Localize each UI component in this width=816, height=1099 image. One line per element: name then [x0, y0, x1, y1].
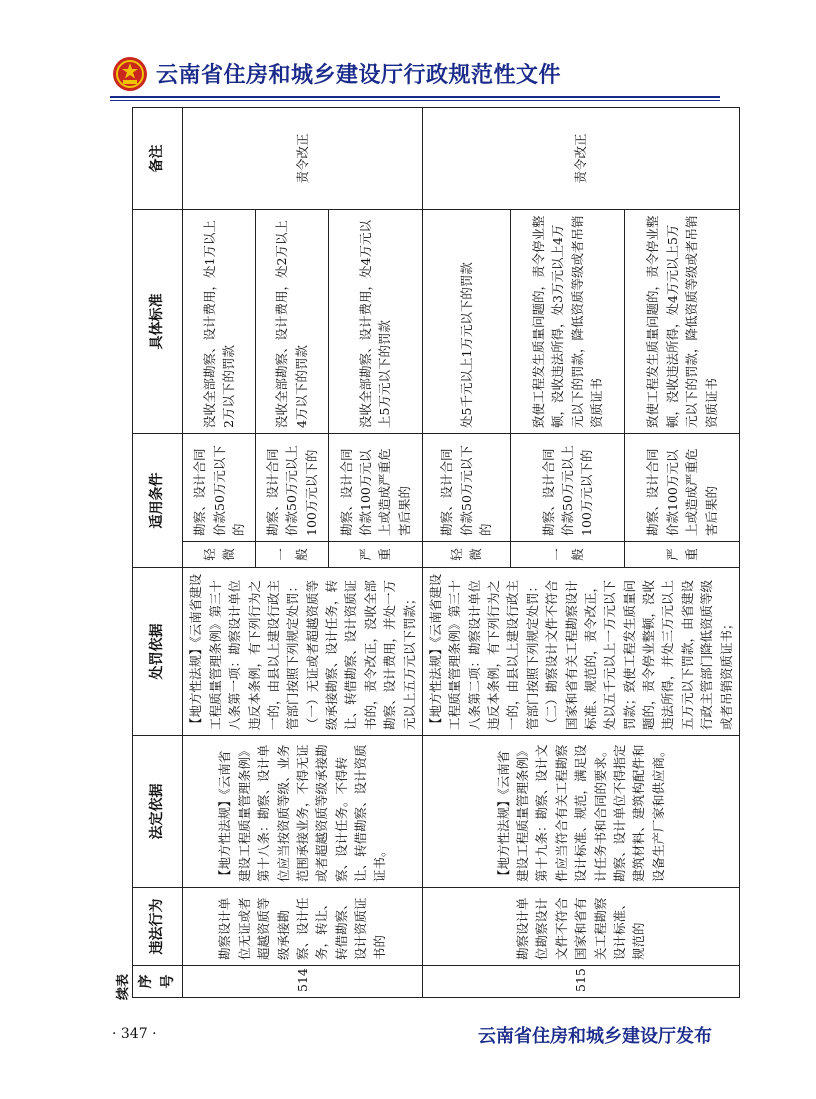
national-emblem-icon [112, 56, 148, 92]
row-legal-basis: 【地方性法规】《云南省建设工程质量管理条例》第十九条：勘察、设计文件应当符合有关工程勘察设计标准、规范，满足设计任务书和合同的要求。勘察、设计单位不得指定建筑材料、建筑构配件和设备生产厂家和供应商。 [422, 736, 739, 888]
standard-cell: 没收全部勘察、设计费用，处2万以上4万以下的罚款 [256, 210, 329, 434]
standard-cell: 处5千元以上1万元以下的罚款 [422, 210, 510, 434]
row-seq: 515 [422, 966, 739, 998]
standard-cell: 致使工程发生质量问题的，责令停业整顿，没收违法所得，处4万元以上5万元以下的罚款，降低资质等级或者吊销资质证书 [625, 210, 739, 434]
col-remark: 备注 [133, 108, 183, 210]
severity-label: 严重 [328, 542, 422, 568]
row-penalty-basis: 【地方性法规】《云南省建设工程质量管理条例》第三十八条第二项：勘察设计单位违反本条例，有下列行为之一的，由县以上建设行政主管部门按照下列规定处罚：（二）勘察设计文件不符合国家和省有关工程勘察设计标准、规范的，责令改正，处以五千元以上一万元以下罚款；致使工程发生质量问题的，责令停业整顿，没收违法所得，并处三万元以上五万元以下罚款，由省建设行政主管部门降低资质等级或者吊销资质证书； [422, 568, 739, 736]
condition-cell: 勘察、设计合同价款50万元以上100万元以下的 [256, 434, 329, 542]
standard-cell: 没收全部勘察、设计费用，处1万以上2万以下的罚款 [183, 210, 256, 434]
penalty-table-stage [116, 108, 734, 1000]
row-seq: 514 [183, 966, 423, 998]
condition-cell: 勘察、设计合同价款100万元以上或造成严重危害后果的 [625, 434, 739, 542]
header-divider-thin [110, 100, 720, 101]
page-title: 云南省住房和城乡建设厅行政规范性文件 [156, 63, 562, 88]
severity-label: 一般 [511, 542, 625, 568]
severity-label: 一般 [256, 542, 329, 568]
col-legal-basis: 法定依据 [133, 736, 183, 888]
row-violation: 勘察设计单位无证或者超越资质等级承接勘察、设计任务，转让、转借勘察、设计资质证书的 [183, 888, 423, 966]
severity-label: 轻微 [183, 542, 256, 568]
row-violation: 勘察设计单位勘察设计文件不符合国家和省有关工程勘察设计标准、规范的 [422, 888, 739, 966]
col-seq: 序号 [133, 966, 183, 998]
severity-label: 严重 [625, 542, 739, 568]
continuation-label: 续表 [116, 973, 131, 1000]
condition-cell: 勘察、设计合同价款50万元以下的 [183, 434, 256, 542]
standard-cell: 致使工程发生质量问题的，责令停业整顿，没收违法所得，处3万元以上4万元以下的罚款，降低资质等级或者吊销资质证书 [511, 210, 625, 434]
page-header [110, 54, 730, 98]
table-row [183, 108, 256, 998]
row-remark: 责令改正 [183, 108, 423, 210]
condition-cell: 勘察、设计合同价款50万元以上100万元以下的 [511, 434, 625, 542]
table-row [422, 108, 510, 998]
condition-cell: 勘察、设计合同价款100万元以上或造成严重危害后果的 [328, 434, 422, 542]
row-penalty-basis: 【地方性法规】《云南省建设工程质量管理条例》第三十八条第一项：勘察设计单位违反本条例，有下列行为之一的，由县以上建设行政主管部门按照下列规定处罚：（一）无证或者超越资质等级承接勘察、设计任务，转让、转借勘察、设计资质证书的，责令改正，没收全部勘察、设计费用，并处一万元以上五万元以下罚款； [183, 568, 423, 736]
header-divider [110, 96, 720, 98]
severity-label: 轻微 [422, 542, 510, 568]
publisher-label: 云南省住房和城乡建设厅发布 [478, 1026, 712, 1047]
page-number: · 347 · [112, 1026, 157, 1042]
row-legal-basis: 【地方性法规】《云南省建设工程质量管理条例》第十八条：勘察、设计单位应当按资质等级、业务范围承接业务，不得无证或者超越资质等级承接勘察、设计任务。不得转让、转借勘察、设计资质证书。 [183, 736, 423, 888]
col-conditions: 适用条件 [133, 434, 183, 568]
col-penalty-basis: 处罚依据 [133, 568, 183, 736]
standard-cell: 没收全部勘察、设计费用，处4万元以上5万元以下的罚款 [328, 210, 422, 434]
condition-cell: 勘察、设计合同价款50万元以下的 [422, 434, 510, 542]
col-violation: 违法行为 [133, 888, 183, 966]
penalty-table [132, 107, 740, 998]
table-header-row [133, 108, 183, 998]
col-standard: 具体标准 [133, 210, 183, 434]
row-remark: 责令改正 [422, 108, 739, 210]
